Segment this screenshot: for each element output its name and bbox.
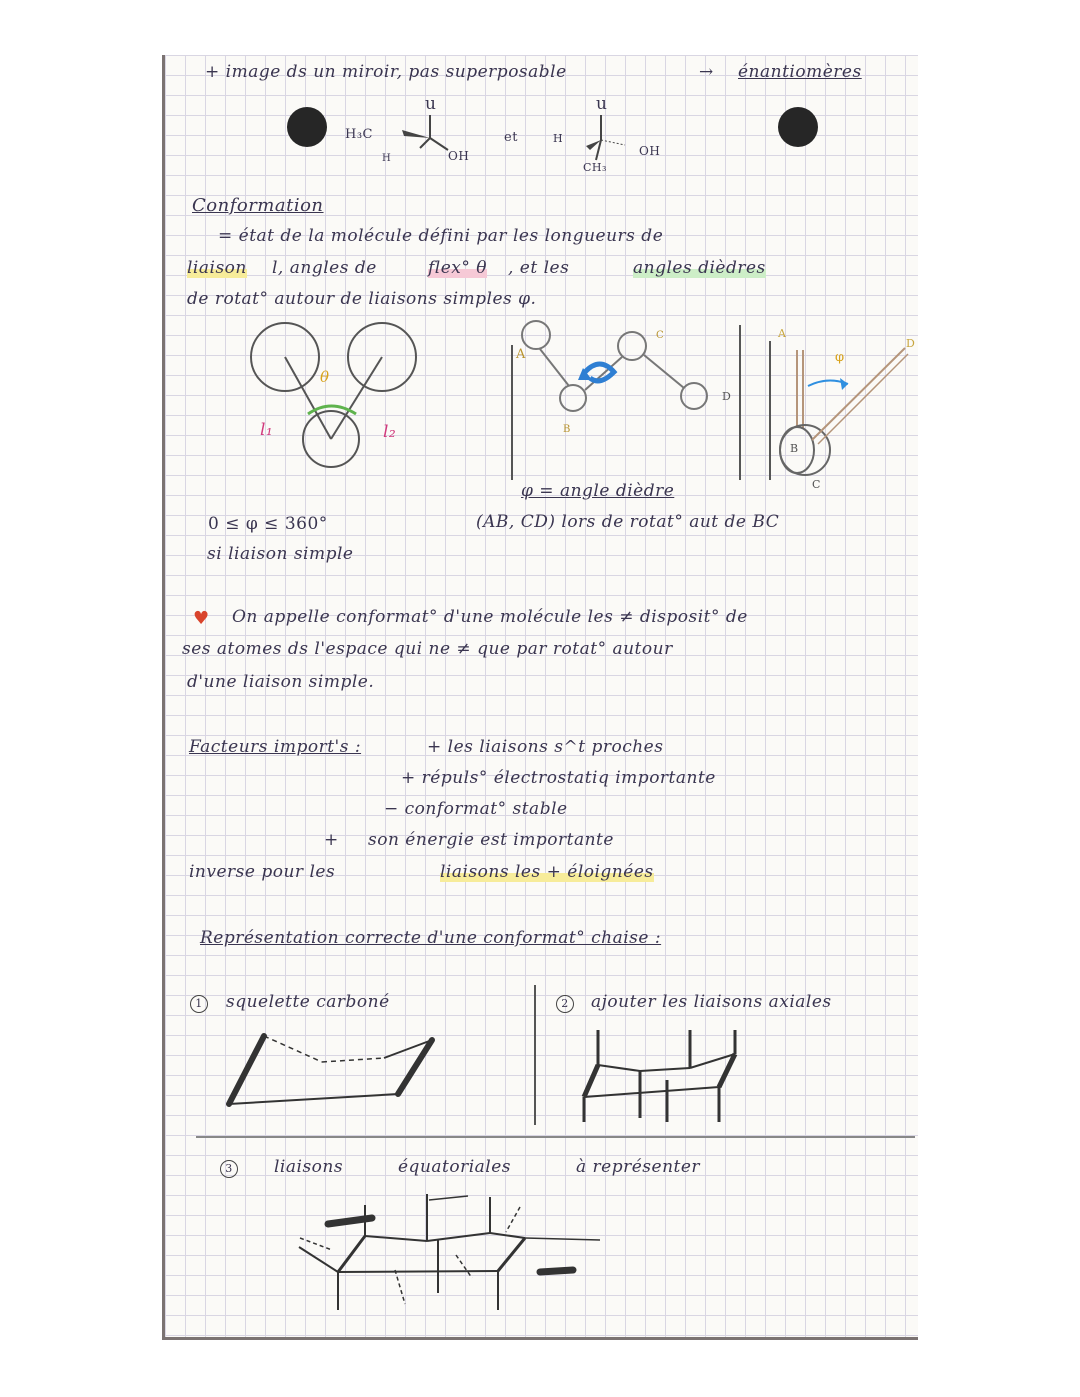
step2-label: ajouter les liaisons axiales <box>591 992 832 1012</box>
dihedral-line-1: φ = angle dièdre <box>521 481 675 501</box>
mol-left-right: OH <box>448 149 470 163</box>
heart-icon: ♥ <box>193 608 210 629</box>
mol-right-top: u <box>596 94 608 114</box>
newman-a-label: A <box>778 327 787 340</box>
enantiomers-term: énantiomères <box>738 62 862 82</box>
definition-conformation-line-3: d'une liaison simple. <box>187 672 375 692</box>
factor-line-2: + répuls° électrostatiq importante <box>401 768 716 788</box>
step1-number: 1 <box>190 995 208 1013</box>
range-line-1: 0 ≤ φ ≤ 360° <box>208 514 328 534</box>
factor-line-5b: liaisons les + éloignées <box>440 862 654 882</box>
factor-line-4: son énergie est importante <box>368 830 614 850</box>
mol-left-group: H₃C <box>345 127 373 142</box>
phi-label: φ <box>835 350 845 365</box>
mol-right-bottom: CH₃ <box>583 161 607 174</box>
factor-line-3: − conformat° stable <box>384 799 568 819</box>
definition-conformation-line-2: ses atomes ds l'espace qui ne ≠ que par rotat° autour <box>182 639 673 659</box>
newman-c-label: C <box>812 478 821 491</box>
connector-et: et <box>504 130 518 145</box>
atom-c-label: C <box>656 330 665 341</box>
atom-a-label: A <box>516 347 526 362</box>
definition-et-les: , et les <box>508 258 570 278</box>
step3-number: 3 <box>220 1160 238 1178</box>
section-title-conformation: Conformation <box>192 195 324 216</box>
definition-angles: l, angles de <box>272 258 377 278</box>
factor-line-5a: inverse pour les <box>189 862 336 882</box>
definition-line-1: = état de la molécule défini par les longueurs de <box>218 226 664 246</box>
theta-label: θ <box>320 368 330 386</box>
step3-liaisons: liaisons <box>274 1157 344 1177</box>
step1-label: squelette carboné <box>226 992 390 1012</box>
atom-d-label: D <box>722 390 732 403</box>
factors-title: Facteurs import's : <box>189 737 362 757</box>
dihedral-line-2: (AB, CD) lors de rotat° aut de BC <box>476 512 780 532</box>
atom-b-label: B <box>563 424 571 435</box>
arrow-symbol: → <box>699 62 714 82</box>
range-line-2: si liaison simple <box>207 544 354 564</box>
mol-right-left: H <box>553 132 564 145</box>
newman-b-label: B <box>790 442 799 455</box>
step3-represent: à représenter <box>576 1157 701 1177</box>
l2-label: l₂ <box>383 422 397 442</box>
step2-number: 2 <box>556 995 574 1013</box>
l1-label: l₁ <box>260 420 274 440</box>
representation-title: Représentation correcte d'une conformat° chaise : <box>200 928 662 948</box>
definition-line-3: de rotat° autour de liaisons simples φ. <box>187 289 537 309</box>
definition-flexion: flex° θ <box>428 258 488 278</box>
factor-line-4-plus: + <box>324 830 339 850</box>
factor-line-1: + les liaisons s^t proches <box>427 737 664 757</box>
mol-left-top: u <box>425 94 437 114</box>
mol-right-right: OH <box>639 144 661 158</box>
mol-left-bottom: H <box>382 153 392 164</box>
step3-equatoriales: équatoriales <box>398 1157 512 1177</box>
mirror-image-text: + image ds un miroir, pas superposable <box>205 62 567 82</box>
definition-dihedral: angles dièdres <box>633 258 766 278</box>
definition-conformation-line-1: On appelle conformat° d'une molécule les ≠ disposit° de <box>232 607 748 627</box>
newman-d-label: D <box>906 337 916 350</box>
definition-liaison: liaison <box>187 258 247 278</box>
